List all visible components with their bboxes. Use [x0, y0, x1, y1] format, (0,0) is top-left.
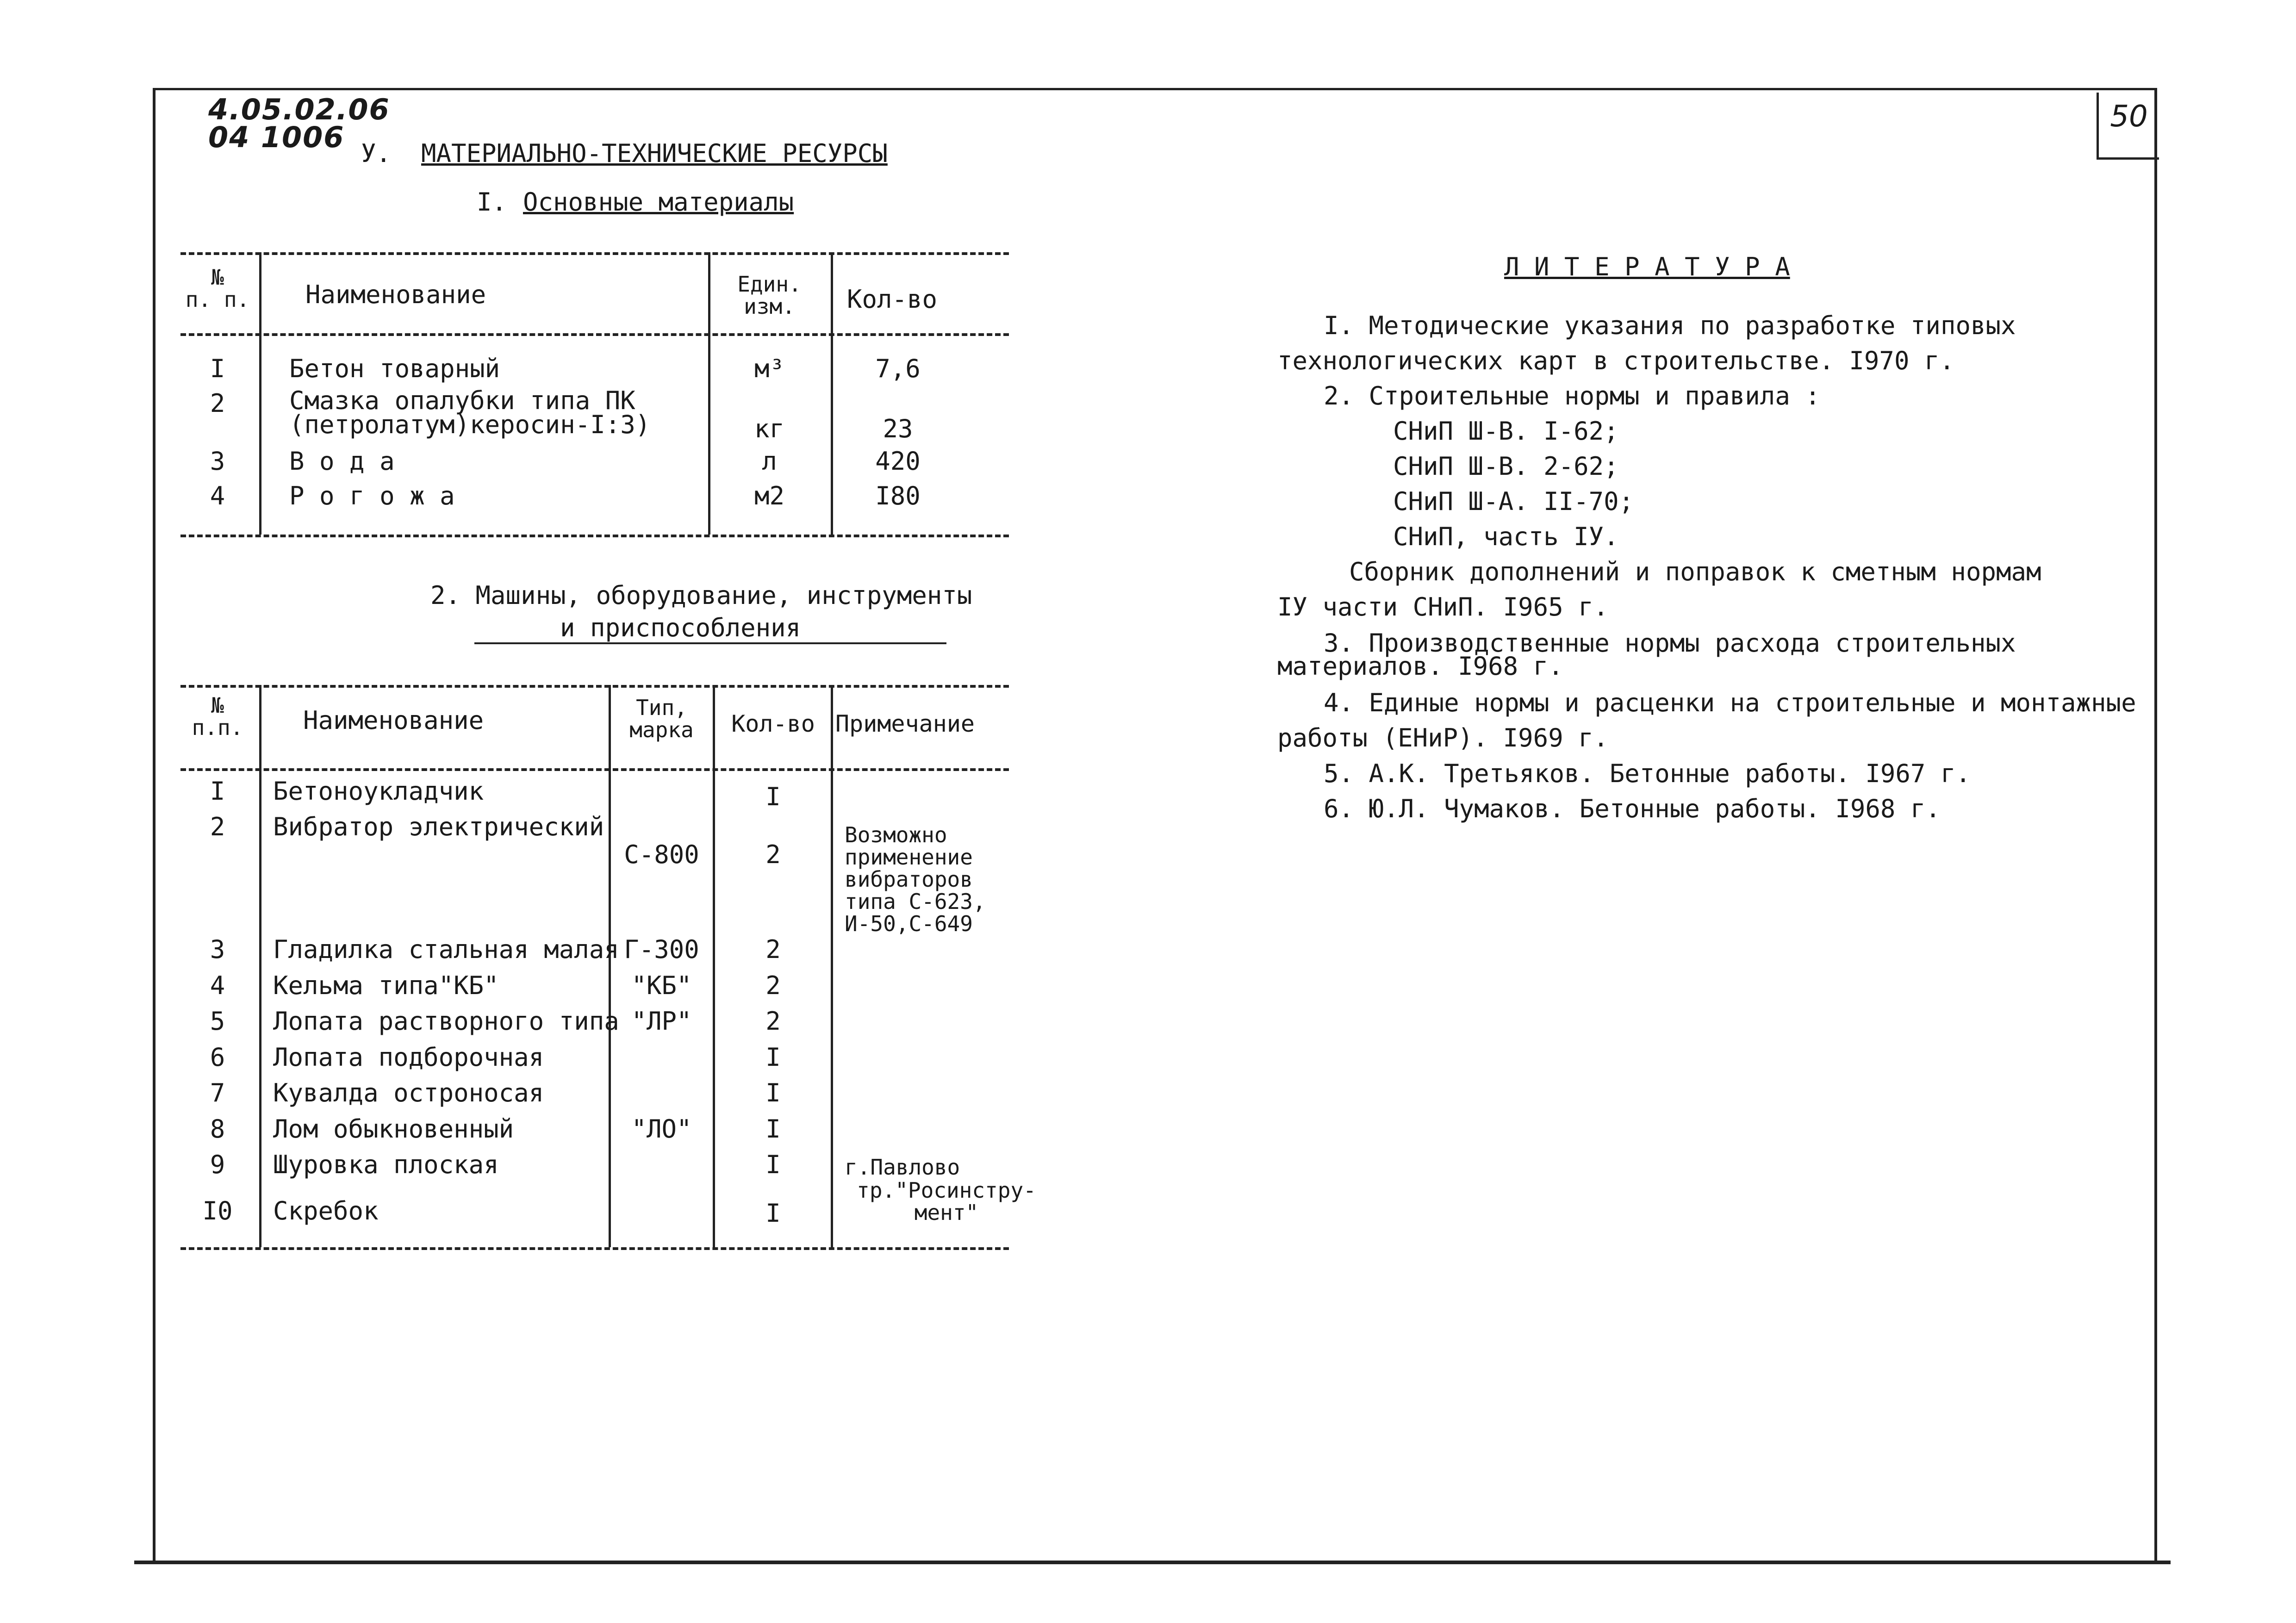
row-type: "ЛР" [631, 1007, 692, 1036]
table-rule [180, 1247, 1009, 1250]
table-column-divider [708, 252, 710, 535]
header-name: Наименование [305, 280, 486, 309]
row-type: "ЛО" [631, 1114, 692, 1144]
page-number: 50 [2110, 99, 2148, 134]
literature-line: СНиП Ш-В. I-62; [1393, 417, 1619, 446]
table-column-divider [713, 685, 715, 1247]
section-title: МАТЕРИАЛЬНО-ТЕХНИЧЕСКИЕ РЕСУРСЫ [421, 139, 888, 168]
row-name: В о д а [289, 447, 395, 476]
row-name: Скребок [273, 1196, 379, 1225]
row-num: 3 [210, 447, 225, 476]
machines-title-underline [474, 642, 946, 644]
row-qty: 420 [875, 447, 921, 476]
row-qty: I [765, 1043, 781, 1072]
row-num: 9 [210, 1150, 225, 1179]
row-qty: I [765, 782, 781, 811]
row-unit: л [762, 447, 777, 476]
row-num: I [210, 777, 225, 806]
literature-line: IУ части СНиП. I965 г. [1277, 592, 1609, 622]
row-qty: 23 [883, 414, 913, 443]
row-name: Кельма типа"КБ" [273, 971, 499, 1000]
row-name: Бетоноукладчик [273, 777, 484, 806]
row-qty: I [765, 1078, 781, 1107]
row-num: 5 [210, 1007, 225, 1036]
materials-title: Основные материалы [523, 187, 794, 217]
machines-title-line2: и приспособления [560, 613, 801, 642]
row-qty: 7,6 [875, 354, 921, 383]
header-note: Примечание [835, 710, 975, 737]
row-qty: I [765, 1114, 781, 1144]
row-name: Бетон товарный [289, 354, 500, 383]
literature-line: СНиП, часть IУ. [1393, 522, 1619, 551]
header-qty: Кол-во [731, 710, 815, 737]
row-num: 7 [210, 1078, 225, 1107]
row-type: С-800 [624, 840, 699, 869]
frame-right-border [2154, 88, 2157, 1564]
row-name: Шуровка плоская [273, 1150, 499, 1179]
row-num: 4 [210, 971, 225, 1000]
materials-title-number: I. [477, 187, 507, 217]
frame-bottom-border [134, 1561, 2171, 1564]
row-unit: м³ [754, 354, 785, 383]
literature-line: СНиП Ш-А. II-70; [1393, 487, 1634, 516]
literature-line: 4. Единые нормы и расценки на строительные и монтажные [1324, 688, 2136, 717]
row-num: 8 [210, 1114, 225, 1144]
literature-line: Сборник дополнений и поправок к сметным нормам [1349, 557, 2041, 586]
row-name: Смазка опалубки типа ПК (петролатум)керосин-I:3) [289, 386, 651, 439]
literature-line: I. Методические указания по разработке типовых [1324, 311, 2016, 340]
literature-line: работы (ЕНиР). I969 г. [1277, 723, 1609, 752]
table-rule [180, 333, 1009, 336]
row-num: 6 [210, 1043, 225, 1072]
row-num: 2 [210, 812, 225, 841]
row-type: "КБ" [631, 971, 692, 1000]
literature-title: Л И Т Е Р А Т У Р А [1504, 252, 1790, 281]
row-note: г.Павлово [845, 1155, 960, 1180]
literature-line: технологических карт в строительстве. I970 г. [1277, 346, 1954, 375]
document-subcode: 04 1006 [208, 120, 345, 154]
row-qty: 2 [765, 971, 781, 1000]
row-name: Гладилка стальная малая [273, 935, 619, 964]
table-rule [180, 685, 1009, 688]
table-rule [180, 535, 1009, 537]
row-num: I [210, 354, 225, 383]
machines-title: 2. Машины, оборудование, инструменты [430, 581, 972, 610]
row-unit: кг [754, 414, 785, 443]
header-qty: Кол-во [847, 285, 938, 314]
table-column-divider [831, 685, 833, 1247]
table-column-divider [259, 252, 261, 535]
row-qty: I [765, 1150, 781, 1179]
row-qty: 2 [765, 840, 781, 869]
row-name: Лом обыкновенный [273, 1114, 514, 1144]
table-rule [180, 252, 1009, 255]
row-type: Г-300 [624, 935, 699, 964]
literature-line: СНиП Ш-В. 2-62; [1393, 452, 1619, 481]
row-qty: 2 [765, 935, 781, 964]
literature-line: 5. А.К. Третьяков. Бетонные работы. I967 г. [1324, 759, 1971, 788]
frame-left-border [153, 88, 156, 1564]
row-num: 4 [210, 481, 225, 510]
row-unit: м2 [754, 481, 785, 510]
table-rule [180, 768, 1009, 771]
row-num: 3 [210, 935, 225, 964]
header-unit: Един. изм. [737, 272, 802, 319]
row-num: I0 [202, 1196, 233, 1225]
document-code: 4.05.02.06 [208, 93, 390, 126]
table-column-divider [259, 685, 261, 1247]
section-number: У. [361, 139, 392, 168]
row-name: Вибратор электрический [273, 812, 604, 841]
header-type: Тип, марка [629, 695, 694, 742]
row-qty: 2 [765, 1007, 781, 1036]
frame-top-border [153, 88, 2157, 90]
row-note: Возможно применение вибраторов типа С-623, И-50,С-649 [845, 822, 986, 936]
row-qty: I80 [875, 481, 921, 510]
header-name: Наименование [303, 706, 484, 735]
row-name: Лопата подборочная [273, 1043, 544, 1072]
literature-line: 2. Строительные нормы и правила : [1324, 381, 1820, 410]
header-num: № п. п. [185, 265, 250, 312]
literature-line: 3. Производственные нормы расхода строительных [1324, 628, 2016, 658]
row-qty: I [765, 1199, 781, 1228]
literature-line: 6. Ю.Л. Чумаков. Бетонные работы. I968 г. [1324, 794, 1941, 823]
row-name: Лопата растворного типа [273, 1007, 619, 1036]
row-note: тр."Росинстру- мент" [857, 1178, 1036, 1225]
row-name: Р о г о ж а [289, 481, 455, 510]
header-num: № п.п. [192, 693, 243, 740]
row-num: 2 [210, 389, 225, 418]
table-column-divider [609, 685, 611, 1247]
row-name: Кувалда остроносая [273, 1078, 544, 1107]
literature-line: материалов. I968 г. [1277, 652, 1563, 681]
